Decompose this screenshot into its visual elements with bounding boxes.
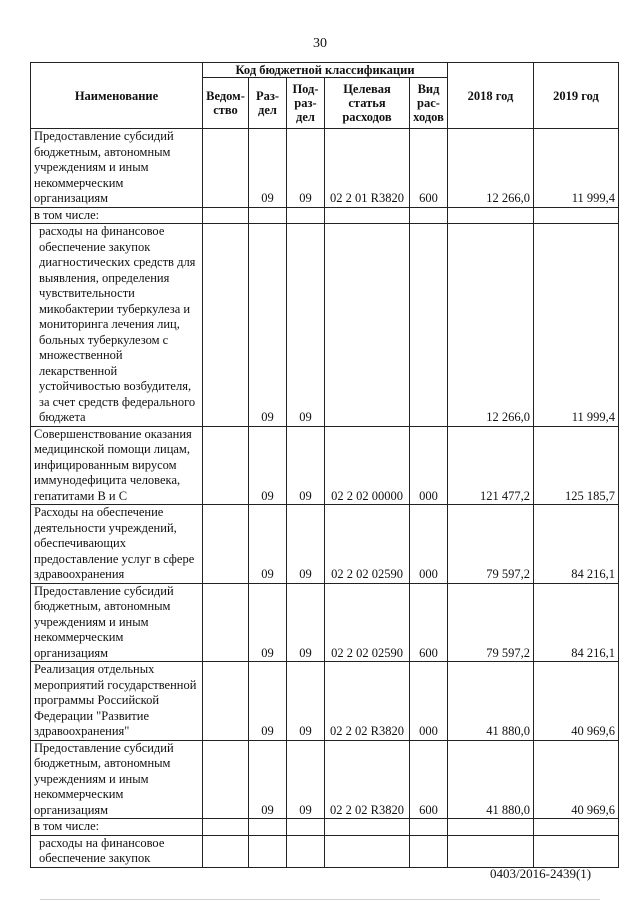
- row-podrazdel-cell: 09: [287, 662, 325, 741]
- row-celevaya-cell: 02 2 02 R3820: [325, 662, 410, 741]
- row-vid-cell: [410, 819, 448, 836]
- row-celevaya-cell: 02 2 02 02590: [325, 505, 410, 584]
- row-2018-cell: [448, 819, 534, 836]
- row-podrazdel-cell: [287, 819, 325, 836]
- row-name-cell: Предоставление субсидий бюджетным, автономным учреждениям и иным некоммерческим организациям: [31, 583, 203, 662]
- row-vid-cell: 000: [410, 505, 448, 584]
- row-name-cell: Совершенствование оказания медицинской помощи лицам, инфицированным вирусом иммунодефицита человека, гепатитами В и С: [31, 426, 203, 505]
- row-vedomstvo-cell: [203, 224, 249, 427]
- row-2019-cell: 40 969,6: [534, 662, 619, 741]
- header-vedomstvo: Ведом-ство: [203, 78, 249, 129]
- row-2018-cell: 41 880,0: [448, 662, 534, 741]
- row-2018-cell: 79 597,2: [448, 505, 534, 584]
- row-razdel-cell: [249, 819, 287, 836]
- row-2019-cell: 11 999,4: [534, 224, 619, 427]
- row-name-cell: Предоставление субсидий бюджетным, автономным учреждениям и иным некоммерческим организациям: [31, 740, 203, 819]
- row-vid-cell: [410, 207, 448, 224]
- row-podrazdel-cell: 09: [287, 224, 325, 427]
- row-celevaya-cell: [325, 224, 410, 427]
- row-razdel-cell: 09: [249, 224, 287, 427]
- table-row: [31, 426, 619, 505]
- row-2018-cell: 79 597,2: [448, 583, 534, 662]
- row-podrazdel-cell: 09: [287, 583, 325, 662]
- row-razdel-cell: 09: [249, 505, 287, 584]
- header-podrazdel: Под-раз-дел: [287, 78, 325, 129]
- table-row: [31, 583, 619, 662]
- row-2018-cell: 12 266,0: [448, 129, 534, 208]
- header-name: Наименование: [31, 63, 203, 129]
- header-razdel: Раз-дел: [249, 78, 287, 129]
- row-celevaya-cell: [325, 819, 410, 836]
- row-razdel-cell: [249, 207, 287, 224]
- table-row: [31, 224, 619, 427]
- row-celevaya-cell: 02 2 01 R3820: [325, 129, 410, 208]
- row-podrazdel-cell: 09: [287, 740, 325, 819]
- row-2019-cell: 40 969,6: [534, 740, 619, 819]
- row-vid-cell: 600: [410, 129, 448, 208]
- document-code: 0403/2016-2439(1): [490, 866, 592, 881]
- row-name-cell: в том числе:: [31, 207, 203, 224]
- row-vid-cell: 600: [410, 583, 448, 662]
- header-code-group: Код бюджетной классификации: [203, 63, 448, 78]
- header-vid-rashodov: Вид рас-ходов: [410, 78, 448, 129]
- row-vid-cell: [410, 224, 448, 427]
- row-2019-cell: [534, 207, 619, 224]
- header-row-1: [31, 63, 619, 78]
- row-2019-cell: [534, 835, 619, 867]
- header-year-2019: 2019 год: [534, 63, 619, 129]
- table-row: [31, 662, 619, 741]
- row-celevaya-cell: 02 2 02 00000: [325, 426, 410, 505]
- row-2019-cell: [534, 819, 619, 836]
- row-vid-cell: 000: [410, 662, 448, 741]
- row-razdel-cell: 09: [249, 740, 287, 819]
- table-row: [31, 505, 619, 584]
- row-2018-cell: 41 880,0: [448, 740, 534, 819]
- row-podrazdel-cell: 09: [287, 426, 325, 505]
- row-vedomstvo-cell: [203, 129, 249, 208]
- row-vedomstvo-cell: [203, 207, 249, 224]
- row-name-cell: в том числе:: [31, 819, 203, 836]
- row-vedomstvo-cell: [203, 426, 249, 505]
- row-name-cell: Реализация отдельных мероприятий государственной программы Российской Федерации "Развитие здравоохранения": [31, 662, 203, 741]
- row-2019-cell: 84 216,1: [534, 583, 619, 662]
- row-vid-cell: 600: [410, 740, 448, 819]
- page-number: 30: [313, 36, 327, 51]
- row-razdel-cell: 09: [249, 426, 287, 505]
- row-vedomstvo-cell: [203, 505, 249, 584]
- row-podrazdel-cell: 09: [287, 505, 325, 584]
- table-row: [31, 129, 619, 208]
- row-celevaya-cell: 02 2 02 R3820: [325, 740, 410, 819]
- row-vid-cell: [410, 835, 448, 867]
- row-razdel-cell: 09: [249, 662, 287, 741]
- row-podrazdel-cell: 09: [287, 129, 325, 208]
- table-row: [31, 207, 619, 224]
- table-row: [31, 819, 619, 836]
- row-name-cell: Расходы на обеспечение деятельности учреждений, обеспечивающих предоставление услуг в сфере здравоохранения: [31, 505, 203, 584]
- row-2019-cell: 125 185,7: [534, 426, 619, 505]
- row-podrazdel-cell: [287, 207, 325, 224]
- row-razdel-cell: 09: [249, 129, 287, 208]
- scan-edge-line: [40, 899, 600, 900]
- row-vedomstvo-cell: [203, 819, 249, 836]
- row-vid-cell: 000: [410, 426, 448, 505]
- row-name-cell: расходы на финансовое обеспечение закупок диагностических средств для выявления, определения чувствительности микобактерии туберкулеза и мониторинга лечения лиц, больных туберкулезом с множественной лекарственной устойчивостью возбудителя, за счет средств федерального бюджета: [31, 224, 203, 427]
- row-vedomstvo-cell: [203, 740, 249, 819]
- row-2018-cell: [448, 835, 534, 867]
- row-razdel-cell: 09: [249, 583, 287, 662]
- row-name-cell: Предоставление субсидий бюджетным, автономным учреждениям и иным некоммерческим организациям: [31, 129, 203, 208]
- header-year-2018: 2018 год: [448, 63, 534, 129]
- row-2018-cell: [448, 207, 534, 224]
- row-name-cell: расходы на финансовое обеспечение закупок: [31, 835, 203, 867]
- row-2018-cell: 12 266,0: [448, 224, 534, 427]
- row-celevaya-cell: [325, 835, 410, 867]
- row-2019-cell: 11 999,4: [534, 129, 619, 208]
- row-vedomstvo-cell: [203, 835, 249, 867]
- table-row: [31, 740, 619, 819]
- row-celevaya-cell: [325, 207, 410, 224]
- header-celevaya-statya: Целевая статья расходов: [325, 78, 410, 129]
- row-vedomstvo-cell: [203, 662, 249, 741]
- budget-table: [30, 62, 619, 868]
- row-2018-cell: 121 477,2: [448, 426, 534, 505]
- row-podrazdel-cell: [287, 835, 325, 867]
- row-razdel-cell: [249, 835, 287, 867]
- row-celevaya-cell: 02 2 02 02590: [325, 583, 410, 662]
- row-2019-cell: 84 216,1: [534, 505, 619, 584]
- table-row: [31, 835, 619, 867]
- row-vedomstvo-cell: [203, 583, 249, 662]
